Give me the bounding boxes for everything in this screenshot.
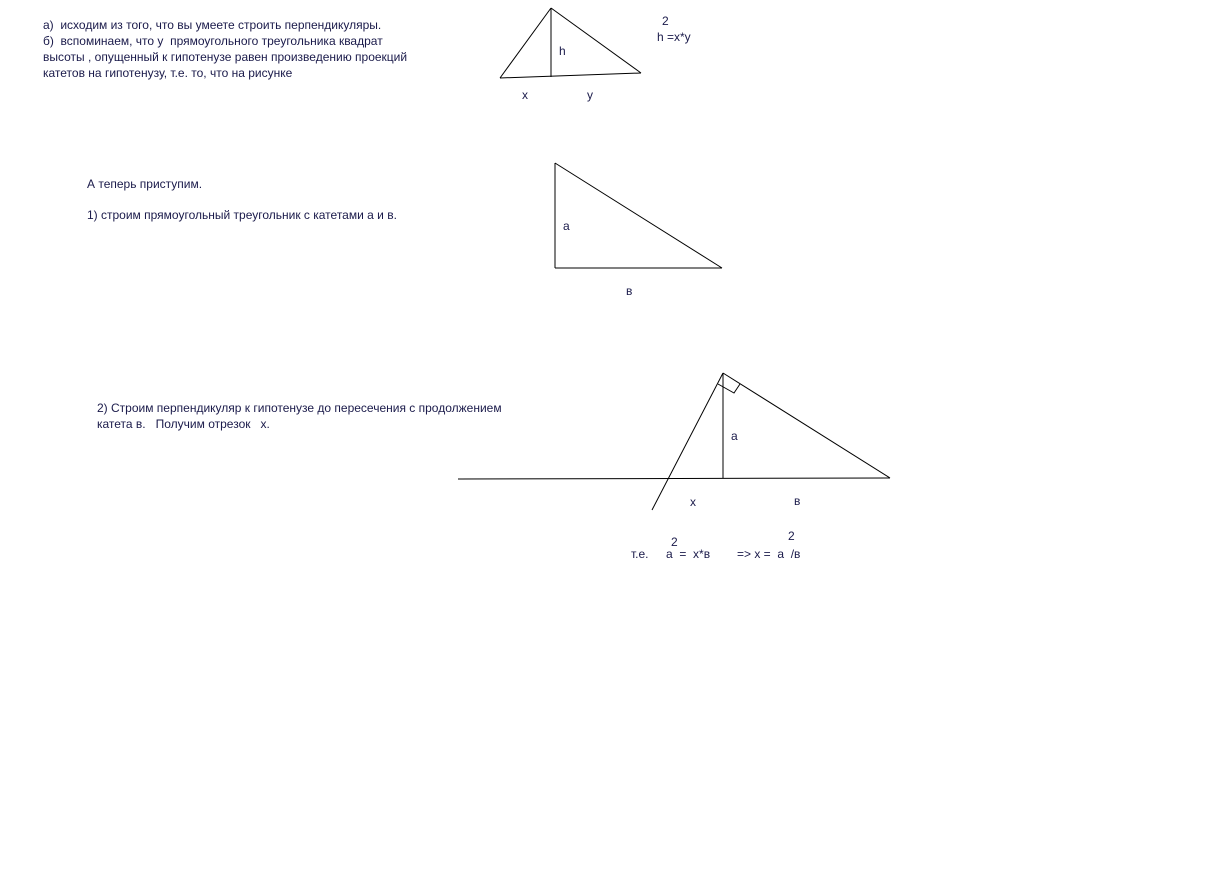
figure-3-construction xyxy=(458,373,890,510)
fig1-leg-left xyxy=(500,8,551,78)
fig3-label-a: а xyxy=(731,429,738,443)
fig3-hypotenuse xyxy=(723,373,890,478)
fig3-label-x: x xyxy=(690,495,696,509)
fig3-label-b: в xyxy=(794,494,801,508)
intro-line-4: катетов на гипотенузу, т.е. то, что на рисунке xyxy=(43,66,293,80)
conclusion-exponent-2: 2 xyxy=(788,529,795,543)
fig1-formula: h =x*y xyxy=(657,30,691,44)
conclusion-prefix: т.е. xyxy=(631,547,649,561)
step0-text: А теперь приступим. xyxy=(87,177,203,191)
fig1-leg-right xyxy=(551,8,641,73)
step2-line-2: катета в. Получим отрезок x. xyxy=(97,417,270,431)
fig2-label-b: в xyxy=(626,284,633,298)
fig1-label-h: h xyxy=(559,44,566,58)
intro-line-1: а) исходим из того, что вы умеете строить перпендикуляры. xyxy=(43,18,382,32)
step1-text: 1) строим прямоугольный треугольник с катетами а и в. xyxy=(87,208,397,222)
fig3-base-line xyxy=(458,478,890,479)
fig3-perpendicular xyxy=(652,373,723,510)
intro-line-3: высоты , опущенный к гипотенузе равен произведению проекций xyxy=(43,50,408,64)
conclusion-exponent-1: 2 xyxy=(671,535,678,549)
intro-line-2: б) вспоминаем, что у прямоугольного треугольника квадрат xyxy=(43,34,383,48)
conclusion-equation-1: а = x*в xyxy=(666,547,711,561)
fig1-hypotenuse xyxy=(500,73,641,78)
figure-2-triangle xyxy=(555,163,722,268)
conclusion-result: => x = а /в xyxy=(737,547,801,561)
fig2-label-a: а xyxy=(563,219,570,233)
fig1-label-x: x xyxy=(522,88,528,102)
step2-line-1: 2) Строим перпендикуляр к гипотенузе до пересечения с продолжением xyxy=(97,401,502,415)
figure-1-triangle xyxy=(500,8,641,78)
fig3-right-angle-mark xyxy=(718,384,740,393)
fig2-hypotenuse xyxy=(555,163,722,268)
fig1-label-y: y xyxy=(587,88,593,102)
fig1-formula-exponent: 2 xyxy=(662,14,669,28)
